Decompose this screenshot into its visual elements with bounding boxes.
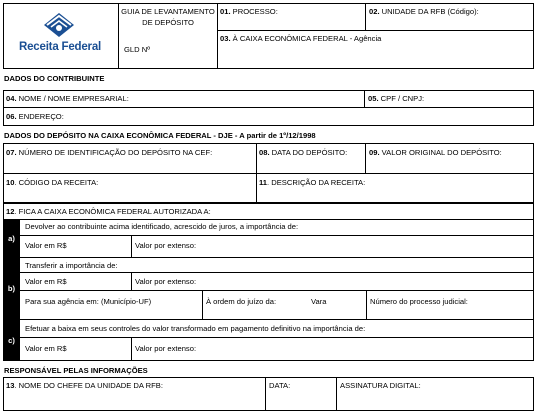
divider [365, 3, 366, 31]
field-01-processo[interactable] [220, 7, 278, 17]
divider [336, 377, 337, 411]
field-number: 01. [220, 7, 231, 16]
field-number: 03. [220, 34, 231, 43]
field-number: 12 [6, 207, 15, 216]
divider [20, 235, 534, 236]
field-02-unidade[interactable] [369, 7, 479, 17]
field-number: 11 [259, 178, 268, 187]
field-label: PROCESSO: [230, 7, 278, 16]
divider [217, 30, 534, 31]
field-label: VALOR ORIGINAL DO DEPÓSITO: [379, 148, 502, 157]
field-number: 05. [368, 94, 379, 103]
option-b-juizo-field[interactable]: À ordem do juízo da: [206, 297, 277, 306]
option-c-extenso-field[interactable]: Valor por extenso: [135, 344, 197, 353]
field-label: NÚMERO DE IDENTIFICAÇÃO DO DEPÓSITO NA CEF: [16, 148, 213, 157]
field-11-descricao-receita[interactable] [259, 178, 365, 188]
option-c-tab: c) [3, 319, 20, 361]
section-title-contribuinte: DADOS DO CONTRIBUINTE [4, 74, 105, 83]
option-b-tab: b) [3, 257, 20, 319]
divider [217, 3, 218, 69]
divider [3, 107, 534, 108]
field-label: CPF / CNPJ: [378, 94, 425, 103]
field-07-numero-deposito[interactable] [6, 148, 212, 158]
divider [131, 337, 132, 361]
divider [20, 290, 534, 291]
field-06-endereco[interactable] [6, 112, 64, 122]
divider [3, 173, 534, 174]
field-label: . NOME DO CHEFE DA UNIDADE DA RFB: [14, 381, 163, 390]
divider [202, 290, 203, 319]
divider [131, 235, 132, 257]
guia-title: GUIA DE LEVANTAMENTO DE DEPÓSITO [121, 7, 215, 27]
assinatura-digital-field[interactable]: ASSINATURA DIGITAL: [340, 381, 421, 390]
field-05-cpf-cnpj[interactable] [368, 94, 424, 104]
data-field[interactable]: DATA: [269, 381, 291, 390]
field-label: À CAIXA ECONÔMICA FEDERAL - Agência [230, 34, 382, 43]
option-a-valor-field[interactable]: Valor em R$ [25, 241, 67, 250]
field-10-codigo-receita[interactable] [6, 178, 98, 188]
option-a-tab: a) [3, 219, 20, 257]
field-number: 07. [6, 148, 17, 157]
field-13-nome-chefe[interactable] [6, 381, 163, 391]
divider [365, 143, 366, 174]
gld-label: GLD Nº [124, 45, 150, 54]
option-b-processo-field[interactable]: Número do processo judicial: [370, 297, 468, 306]
logo-text: Receita Federal [19, 41, 102, 53]
field-number: 10 [6, 178, 15, 187]
divider [3, 319, 534, 320]
divider [3, 219, 534, 220]
option-b-vara-field[interactable]: Vara [311, 297, 327, 306]
section-title-deposito: DADOS DO DEPÓSITO NA CAIXA ECONÔMICA FEDERAL - DJE - A partir de 1º/12/1998 [4, 131, 316, 140]
field-number: 06. [6, 112, 17, 121]
option-c-text: Efetuar a baixa em seus controles do valor transformado em pagamento definitivo na importância de: [25, 324, 366, 333]
section-title-responsaveis: RESPONSÁVEL PELAS INFORMAÇÕES [4, 366, 148, 375]
field-number: 09. [369, 148, 380, 157]
field-08-data-deposito[interactable] [259, 148, 347, 158]
field-number: 08. [259, 148, 270, 157]
field-04-nome[interactable] [6, 94, 129, 104]
divider [118, 3, 119, 69]
option-a-text: Devolver ao contribuinte acima identificado, acrescido de juros, a importância de: [25, 222, 299, 231]
field-number: 04. [6, 94, 17, 103]
divider [131, 272, 132, 290]
option-b-agencia-field[interactable]: Para sua agência em: (Município-UF) [25, 297, 152, 306]
divider [265, 377, 266, 411]
field-03-agencia[interactable] [220, 34, 381, 44]
option-b-valor-field[interactable]: Valor em R$ [25, 277, 67, 286]
option-b-text: Transferir a importância de: [25, 261, 118, 270]
field-label: . CÓDIGO DA RECEITA: [14, 178, 99, 187]
field-number: 13 [6, 381, 15, 390]
field-12-autorizacao [6, 207, 211, 217]
field-label: DATA DO DEPÓSITO: [269, 148, 348, 157]
divider [20, 337, 534, 338]
field-label: NOME / NOME EMPRESARIAL: [16, 94, 129, 103]
option-c-valor-field[interactable]: Valor em R$ [25, 344, 67, 353]
field-label: UNIDADE DA RFB (Código): [379, 7, 479, 16]
option-a-extenso-field[interactable]: Valor por extenso: [135, 241, 197, 250]
field-number: 02. [369, 7, 380, 16]
field-label: . FICA A CAIXA ECONÔMICA FEDERAL AUTORIZADA A: [14, 207, 211, 216]
field-label: . DESCRIÇÃO DA RECEITA: [267, 178, 366, 187]
receita-federal-emblem-icon [42, 9, 78, 39]
divider [3, 257, 534, 258]
divider [20, 272, 534, 273]
divider [256, 143, 257, 203]
option-b-extenso-field[interactable]: Valor por extenso: [135, 277, 197, 286]
divider [366, 290, 367, 319]
field-09-valor-original[interactable] [369, 148, 502, 158]
divider [364, 90, 365, 108]
field-label: ENDEREÇO: [16, 112, 64, 121]
